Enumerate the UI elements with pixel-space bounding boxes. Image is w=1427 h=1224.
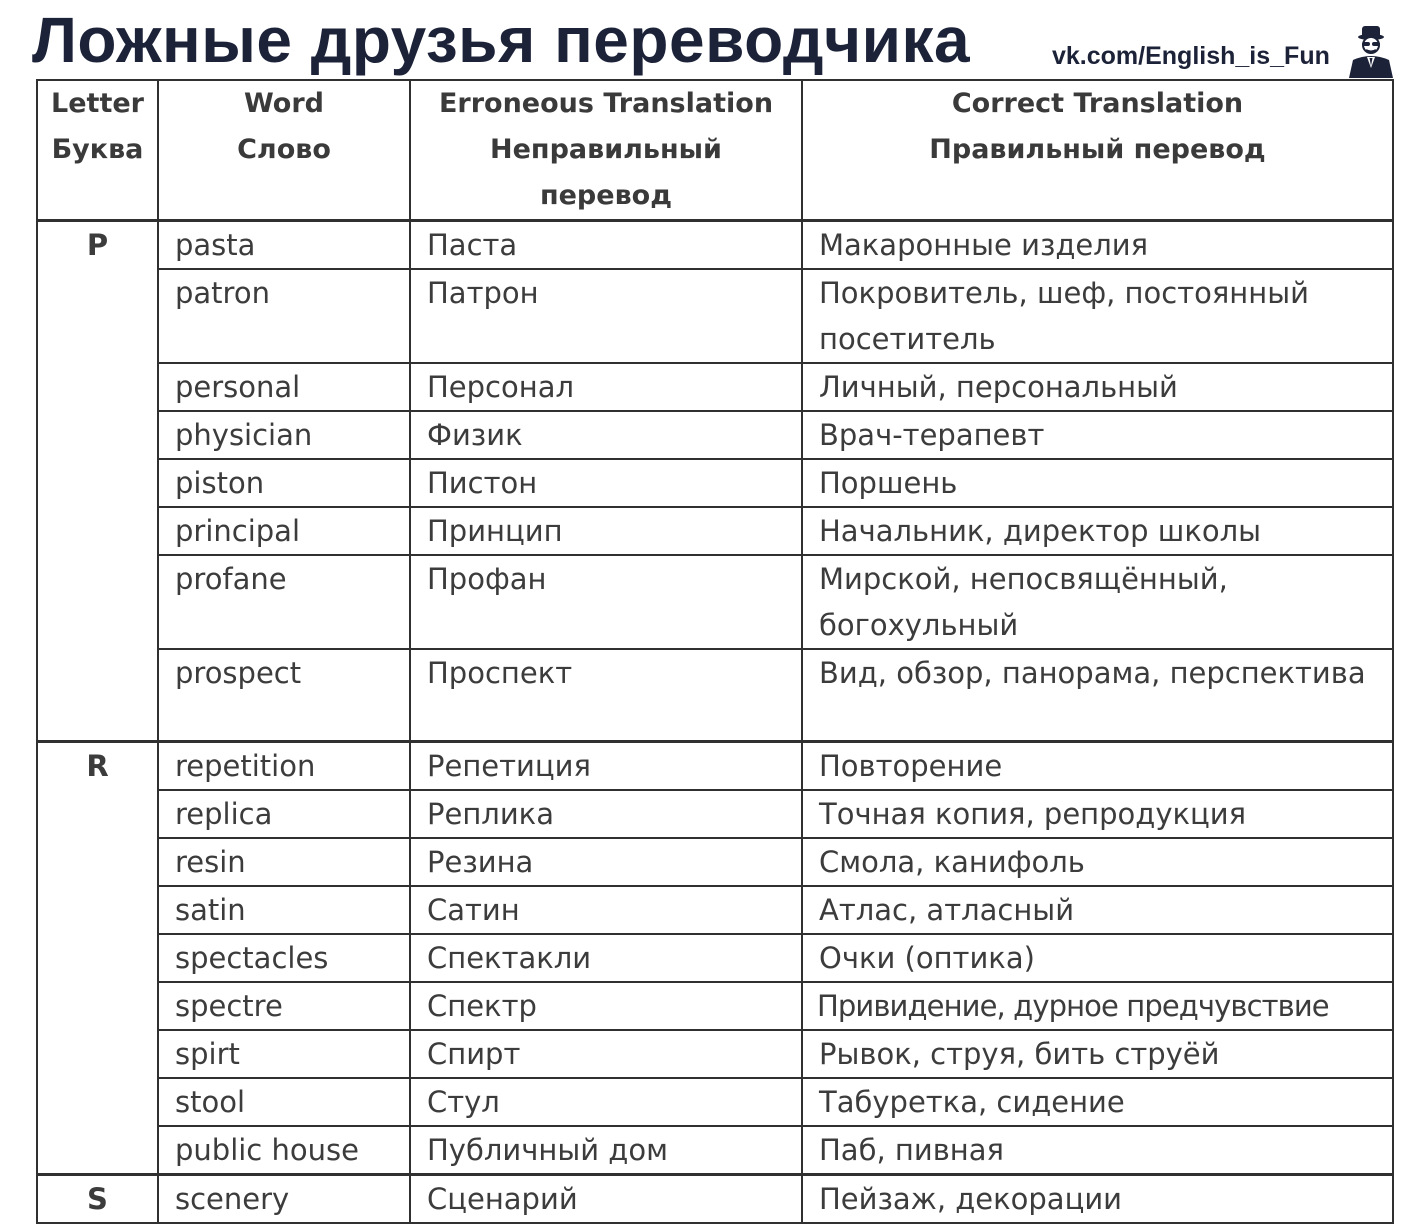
word-cell: personal (158, 363, 410, 411)
word-cell: spectacles (158, 934, 410, 982)
word-cell: public house (158, 1126, 410, 1175)
wrong-translation-cell: Принцип (410, 507, 802, 555)
page-title: Ложные друзья переводчика (32, 4, 971, 76)
table-row (37, 838, 1393, 886)
correct-translation-cell: Макаронные изделия (802, 221, 1393, 270)
table-row (37, 886, 1393, 934)
correct-translation-cell: Точная копия, репродукция (802, 790, 1393, 838)
letter-cell: S (37, 1175, 158, 1224)
table-header-row (37, 80, 1393, 221)
word-cell: satin (158, 886, 410, 934)
table-row (37, 363, 1393, 411)
word-cell: principal (158, 507, 410, 555)
wrong-translation-cell: Спектакли (410, 934, 802, 982)
word-cell: piston (158, 459, 410, 507)
word-cell: patron (158, 269, 410, 363)
word-cell: replica (158, 790, 410, 838)
table-row (37, 649, 1393, 742)
table-row (37, 1078, 1393, 1126)
table-row (37, 507, 1393, 555)
table-row (37, 982, 1393, 1030)
correct-translation-cell: Пейзаж, декорации (802, 1175, 1393, 1224)
header-erroneous-translation: Erroneous Translation Неправильный перевод (410, 80, 802, 221)
correct-translation-cell: Смола, канифоль (802, 838, 1393, 886)
table-row (37, 1030, 1393, 1078)
correct-translation-cell: Мирской, непосвящённый, богохульный (802, 555, 1393, 649)
word-cell: spirt (158, 1030, 410, 1078)
word-cell: physician (158, 411, 410, 459)
table-row (37, 411, 1393, 459)
wrong-translation-cell: Персонал (410, 363, 802, 411)
table-row (37, 555, 1393, 649)
correct-translation-cell: Повторение (802, 742, 1393, 791)
table-row (37, 1126, 1393, 1175)
table-row (37, 934, 1393, 982)
wrong-translation-cell: Реплика (410, 790, 802, 838)
wrong-translation-cell: Профан (410, 555, 802, 649)
correct-translation-cell: Очки (оптика) (802, 934, 1393, 982)
correct-translation-cell: Начальник, директор школы (802, 507, 1393, 555)
wrong-translation-cell: Стул (410, 1078, 802, 1126)
table-row (37, 459, 1393, 507)
wrong-translation-cell: Сатин (410, 886, 802, 934)
correct-translation-cell: Атлас, атласный (802, 886, 1393, 934)
letter-cell: R (37, 742, 158, 1175)
wrong-translation-cell: Пистон (410, 459, 802, 507)
wrong-translation-cell: Проспект (410, 649, 802, 742)
table-row (37, 742, 1393, 791)
word-cell: resin (158, 838, 410, 886)
wrong-translation-cell: Публичный дом (410, 1126, 802, 1175)
wrong-translation-cell: Спирт (410, 1030, 802, 1078)
correct-translation-cell: Вид, обзор, панорама, перспектива (802, 649, 1393, 742)
header-word: Word Слово (158, 80, 410, 221)
wrong-translation-cell: Репетиция (410, 742, 802, 791)
word-cell: scenery (158, 1175, 410, 1224)
correct-translation-cell: Поршень (802, 459, 1393, 507)
wrong-translation-cell: Физик (410, 411, 802, 459)
spy-man-icon (1343, 24, 1399, 78)
word-cell: profane (158, 555, 410, 649)
correct-translation-cell: Личный, персональный (802, 363, 1393, 411)
table-row (37, 790, 1393, 838)
header-correct-translation: Correct Translation Правильный перевод (802, 80, 1393, 221)
false-friends-table (36, 79, 1394, 1224)
brand-link[interactable]: vk.com/English_is_Fun (1052, 42, 1330, 70)
header-letter: Letter Буква (37, 80, 158, 221)
table-row (37, 1175, 1393, 1224)
correct-translation-cell: Табуретка, сидение (802, 1078, 1393, 1126)
wrong-translation-cell: Спектр (410, 982, 802, 1030)
word-cell: spectre (158, 982, 410, 1030)
wrong-translation-cell: Паста (410, 221, 802, 270)
wrong-translation-cell: Сценарий (410, 1175, 802, 1224)
correct-translation-cell: Привидение, дурное предчувствие (802, 982, 1393, 1030)
table-row (37, 269, 1393, 363)
wrong-translation-cell: Патрон (410, 269, 802, 363)
letter-cell: P (37, 221, 158, 742)
word-cell: repetition (158, 742, 410, 791)
correct-translation-cell: Врач-терапевт (802, 411, 1393, 459)
correct-translation-cell: Рывок, струя, бить струёй (802, 1030, 1393, 1078)
word-cell: prospect (158, 649, 410, 742)
correct-translation-cell: Покровитель, шеф, постоянный посетитель (802, 269, 1393, 363)
word-cell: pasta (158, 221, 410, 270)
correct-translation-cell: Паб, пивная (802, 1126, 1393, 1175)
table-row (37, 221, 1393, 270)
word-cell: stool (158, 1078, 410, 1126)
wrong-translation-cell: Резина (410, 838, 802, 886)
